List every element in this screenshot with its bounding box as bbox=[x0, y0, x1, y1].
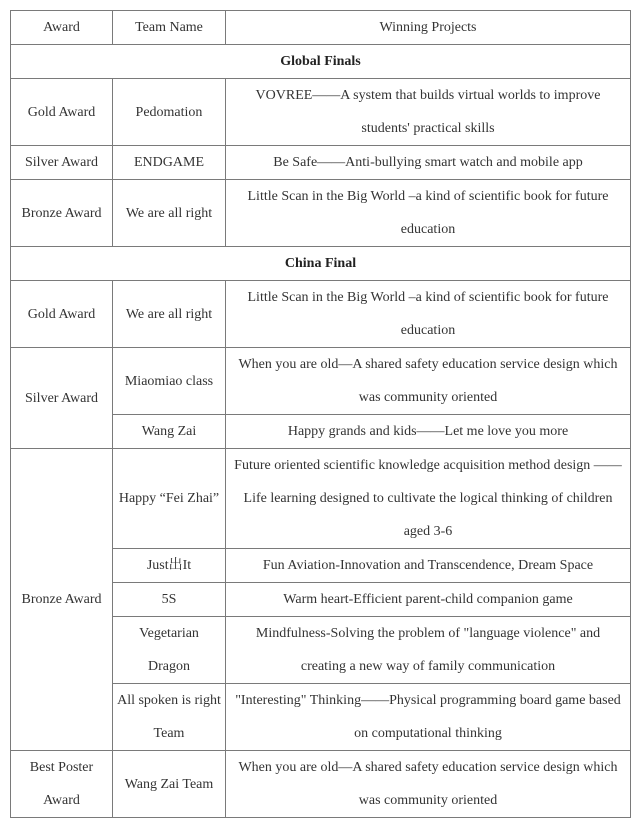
project-cell: Little Scan in the Big World –a kind of scientific book for future education bbox=[226, 281, 631, 348]
table-row bbox=[11, 348, 631, 415]
team-cell: ENDGAME bbox=[113, 146, 226, 180]
header-award: Award bbox=[11, 11, 113, 45]
award-cell: Bronze Award bbox=[11, 449, 113, 751]
award-cell: Bronze Award bbox=[11, 180, 113, 247]
table-row bbox=[11, 751, 631, 818]
team-cell: Happy “Fei Zhai” bbox=[113, 449, 226, 549]
project-cell: VOVREE——A system that builds virtual worlds to improve students' practical skills bbox=[226, 79, 631, 146]
project-cell: Happy grands and kids——Let me love you more bbox=[226, 415, 631, 449]
table-row bbox=[11, 146, 631, 180]
project-cell: Fun Aviation-Innovation and Transcendence, Dream Space bbox=[226, 549, 631, 583]
table-row bbox=[11, 281, 631, 348]
project-cell: Warm heart-Efficient parent-child companion game bbox=[226, 583, 631, 617]
team-cell: All spoken is right Team bbox=[113, 684, 226, 751]
award-cell: Silver Award bbox=[11, 348, 113, 449]
project-cell: When you are old—A shared safety education service design which was community oriented bbox=[226, 751, 631, 818]
team-cell: 5S bbox=[113, 583, 226, 617]
header-project: Winning Projects bbox=[226, 11, 631, 45]
team-cell: We are all right bbox=[113, 281, 226, 348]
award-cell: Gold Award bbox=[11, 79, 113, 146]
project-cell: Mindfulness-Solving the problem of "language violence" and creating a new way of family communication bbox=[226, 617, 631, 684]
section-title-china: China Final bbox=[11, 247, 631, 281]
team-cell: We are all right bbox=[113, 180, 226, 247]
team-cell: Vegetarian Dragon bbox=[113, 617, 226, 684]
project-cell: When you are old—A shared safety education service design which was community oriented bbox=[226, 348, 631, 415]
team-cell: Miaomiao class bbox=[113, 348, 226, 415]
table-row bbox=[11, 79, 631, 146]
award-cell: Best Poster Award bbox=[11, 751, 113, 818]
section-row bbox=[11, 45, 631, 79]
header-row bbox=[11, 11, 631, 45]
project-cell: Little Scan in the Big World –a kind of scientific book for future education bbox=[226, 180, 631, 247]
team-cell: Just出It bbox=[113, 549, 226, 583]
project-cell: Future oriented scientific knowledge acquisition method design ——Life learning designed to cultivate the logical thinking of children aged 3-6 bbox=[226, 449, 631, 549]
project-cell: "Interesting" Thinking——Physical programming board game based on computational thinking bbox=[226, 684, 631, 751]
project-cell: Be Safe——Anti-bullying smart watch and mobile app bbox=[226, 146, 631, 180]
table-row bbox=[11, 449, 631, 549]
awards-table bbox=[10, 10, 631, 818]
section-row bbox=[11, 247, 631, 281]
award-cell: Gold Award bbox=[11, 281, 113, 348]
team-cell: Wang Zai Team bbox=[113, 751, 226, 818]
team-cell: Pedomation bbox=[113, 79, 226, 146]
section-title-global: Global Finals bbox=[11, 45, 631, 79]
header-team: Team Name bbox=[113, 11, 226, 45]
award-cell: Silver Award bbox=[11, 146, 113, 180]
table-row bbox=[11, 180, 631, 247]
team-cell: Wang Zai bbox=[113, 415, 226, 449]
